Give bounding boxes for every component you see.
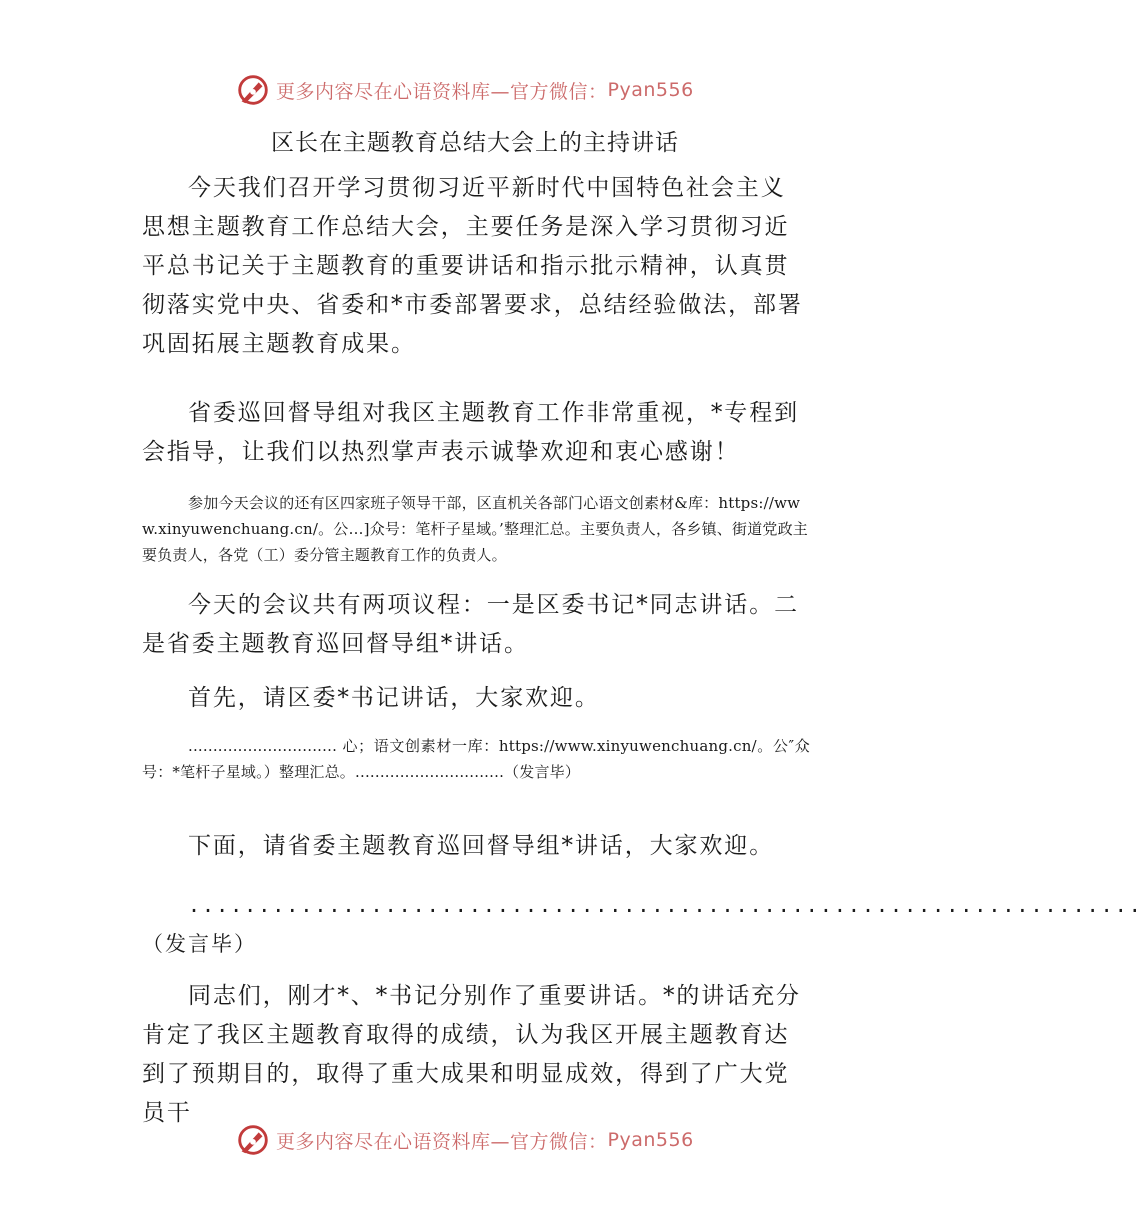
pen-nib-logo-icon: [234, 1121, 272, 1159]
banner-content: [234, 70, 694, 110]
paragraph-attendees: 参加今天会议的还有区四家班子领导干部，区直机关各部门心语文创素材&库：https://www.xinyuwenchuang.cn/。公…]众号：笔杆子星域。’整理汇总。主要负责人，各乡镇、街道党政主要负责人，各党（工）委分管主题教育工作的负责人。: [142, 494, 808, 564]
footer-banner: [0, 1120, 950, 1160]
header-banner: [0, 70, 950, 110]
paragraph-summary: 同志们，刚才*、*书记分别作了重要讲话。*的讲话充分肯定了我区主题教育取得的成绩，认为我区开展主题教育达到了预期目的，取得了重大成果和明显成效，得到了广大党员干: [142, 983, 801, 1126]
paragraph-agenda: 今天的会议共有两项议程：一是区委书记*同志讲话。二是省委主题教育巡回督导组*讲话。: [142, 592, 799, 657]
paragraph-second-speech-placeholder: [142, 886, 1143, 964]
paragraph-first-speech-placeholder: .............................. 心；语文创素材一库：https://www.xinyuwenchuang.cn/。公″众号：*笔杆子星域。）整理汇总。..............................（发言毕）: [142, 737, 810, 781]
paragraph-intro: 今天我们召开学习贯彻习近平新时代中国特色社会主义思想主题教育工作总结大会，主要任务是深入学习贯彻习近平总书记关于主题教育的重要讲话和指示批示精神，认真贯彻落实党中央、省委和*市委部署要求，总结经验做法，部署巩固拓展主题教育成果。: [142, 175, 803, 357]
pen-nib-logo-icon: [234, 71, 272, 109]
paragraph-first-speaker: 首先，请区委*书记讲话，大家欢迎。: [188, 685, 600, 711]
banner-content: [234, 1120, 694, 1160]
paragraph-welcome: 省委巡回督导组对我区主题教育工作非常重视，*专程到会指导，让我们以热烈掌声表示诚挚欢迎和衷心感谢！: [142, 400, 799, 465]
speech-dots: ....................................................................: [188, 893, 1143, 917]
document-title: 区长在主题教育总结大会上的主持讲话: [271, 130, 679, 156]
speech-end-marker: （发言毕）: [142, 932, 257, 956]
banner-text: 更多内容尽在心语资料库—官方微信：: [276, 1130, 608, 1153]
banner-wechat-id: Pyan556: [607, 79, 694, 101]
paragraph-second-speaker: 下面，请省委主题教育巡回督导组*讲话，大家欢迎。: [188, 833, 775, 859]
banner-text: 更多内容尽在心语资料库—官方微信：: [276, 80, 608, 103]
banner-wechat-id: Pyan556: [607, 1129, 694, 1151]
